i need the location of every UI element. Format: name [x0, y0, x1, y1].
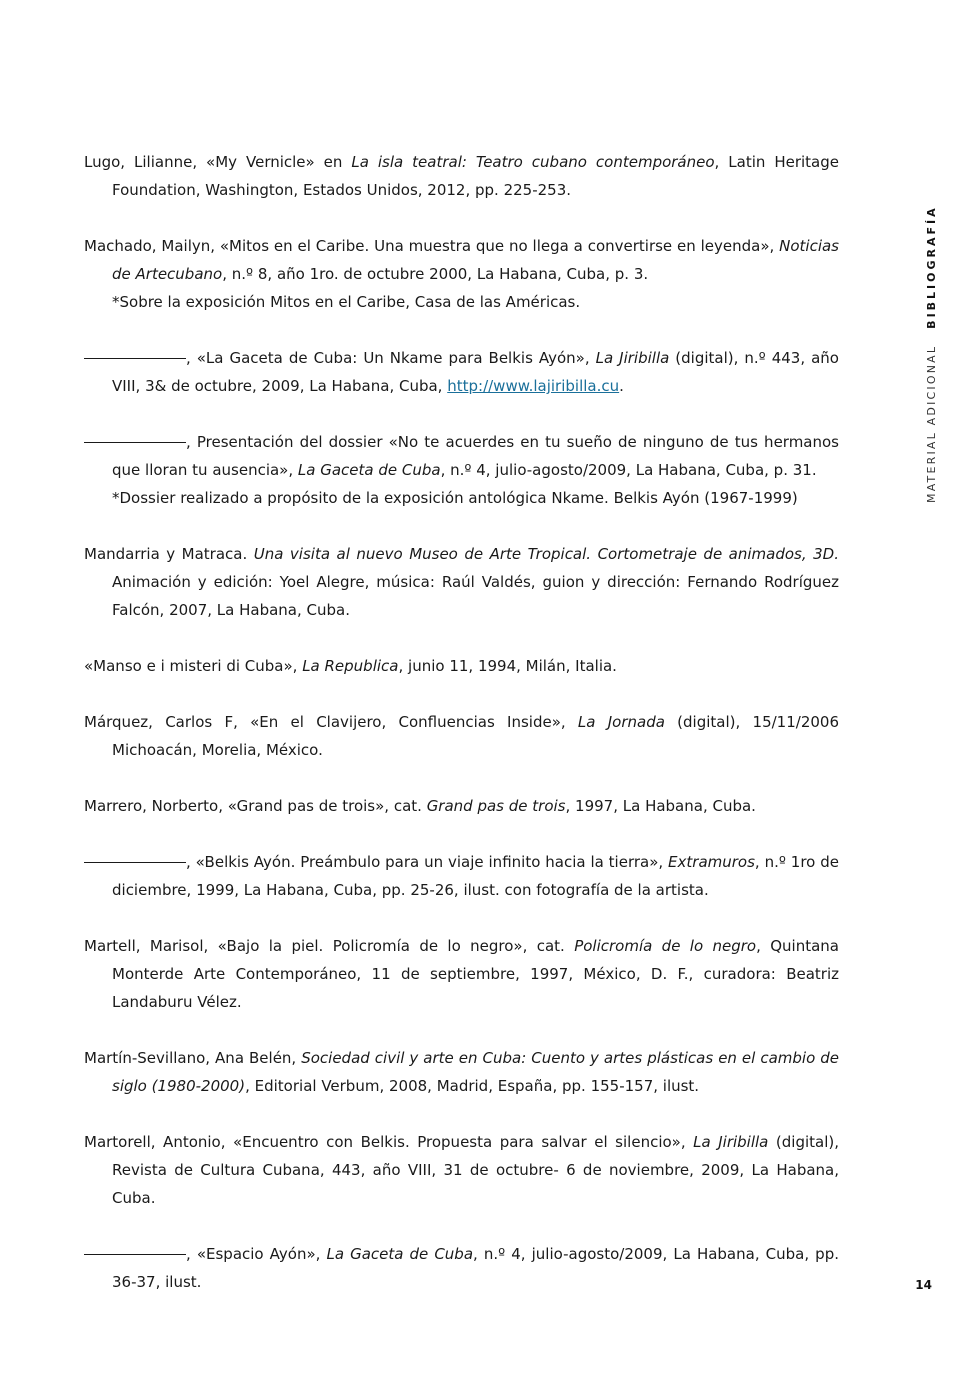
entry-title: Sociedad civil y arte en Cuba: Cuento y artes plásticas en el cambio de siglo (1980-2000)	[112, 1049, 839, 1095]
bib-entry-martell	[84, 932, 839, 1016]
entry-details: Animación y edición: Yoel Alegre, música: Raúl Valdés, guion y dirección: Fernando Rodríguez Falcón, 2007, La Habana, Cuba.	[112, 573, 839, 619]
entry-text: «Manso e i misteri di Cuba»,	[84, 657, 303, 675]
entry-details: , 1997, La Habana, Cuba.	[565, 797, 756, 815]
entry-text: , «Espacio Ayón»,	[186, 1245, 327, 1263]
entry-title: La Gaceta de Cuba	[326, 1245, 474, 1263]
entry-details: , Latin Heritage Foundation, Washington, Estados Unidos, 2012, pp. 225-253.	[112, 153, 839, 199]
repeat-author-dash	[84, 1254, 186, 1255]
entry-title: La Jiribilla	[693, 1133, 769, 1151]
entry-end: .	[619, 377, 624, 395]
repeat-author-dash	[84, 862, 186, 863]
entry-text: Martín-Sevillano, Ana Belén,	[84, 1049, 302, 1067]
jiribilla-link[interactable]: http://www.lajiribilla.cu	[447, 377, 620, 395]
entry-note: *Dossier realizado a propósito de la exposición antológica Nkame. Belkis Ayón (1967-1999)	[112, 489, 798, 507]
entry-text: Marrero, Norberto, «Grand pas de trois», cat.	[84, 797, 427, 815]
bib-entry-martorell-1	[84, 1128, 839, 1212]
entry-text: , «La Gaceta de Cuba: Un Nkame para Belkis Ayón»,	[186, 349, 596, 367]
entry-details: , Editorial Verbum, 2008, Madrid, España, pp. 155-157, ilust.	[245, 1077, 700, 1095]
repeat-author-dash	[84, 358, 186, 359]
entry-text: Machado, Mailyn, «Mitos en el Caribe. Una muestra que no llega a convertirse en leyenda»,	[84, 237, 780, 255]
section-side-label	[922, 143, 942, 503]
bib-entry-marquez	[84, 708, 839, 764]
entry-title: La Gaceta de Cuba	[297, 461, 441, 479]
bib-entry-marrero-2	[84, 848, 839, 904]
bib-entry-lugo	[84, 148, 839, 204]
bib-entry-machado-1	[84, 232, 839, 316]
entry-text: , Presentación del dossier «No te acuerdes en tu sueño de ninguno de tus hermanos que lloran tu ausencia»,	[112, 433, 839, 479]
bib-entry-martorell-2	[84, 1240, 839, 1296]
bib-entry-martin-sevillano	[84, 1044, 839, 1100]
entry-text: , «Belkis Ayón. Preámbulo para un viaje infinito hacia la tierra»,	[186, 853, 669, 871]
entry-text: Martell, Marisol, «Bajo la piel. Policromía de lo negro», cat.	[84, 937, 575, 955]
entry-title: La Jornada	[577, 713, 665, 731]
repeat-author-dash	[84, 442, 186, 443]
entry-details: , n.º 8, año 1ro. de octubre 2000, La Habana, Cuba, p. 3.	[222, 265, 649, 283]
entry-details: (digital), n.º 443, año VIII, 3& de octubre, 2009, La Habana, Cuba,	[112, 349, 839, 395]
bib-entry-mandarria	[84, 540, 839, 624]
entry-details: , n.º 1ro de diciembre, 1999, La Habana, Cuba, pp. 25-26, ilust. con fotografía de la artista.	[112, 853, 839, 899]
entry-note: *Sobre la exposición Mitos en el Caribe, Casa de las Américas.	[112, 293, 581, 311]
entry-title: Una visita al nuevo Museo de Arte Tropical. Cortometraje de animados, 3D.	[253, 545, 839, 563]
entry-text: Mandarria y Matraca.	[84, 545, 254, 563]
entry-details: (digital), Revista de Cultura Cubana, 443, año VIII, 31 de octubre- 6 de noviembre, 2009, La Habana, Cuba.	[112, 1133, 840, 1207]
bib-entry-marrero-1	[84, 792, 839, 820]
bib-entry-machado-2	[84, 344, 839, 400]
subsection-name: BIBLIOGRAFÍA	[925, 205, 938, 329]
entry-details: , Quintana Monterde Arte Contemporáneo, 11 de septiembre, 1997, México, D. F., curadora: Beatriz Landaburu Vélez.	[112, 937, 840, 1011]
entry-title: La Republica	[302, 657, 399, 675]
entry-details: , junio 11, 1994, Milán, Italia.	[398, 657, 617, 675]
entry-title: Grand pas de trois	[426, 797, 566, 815]
entry-details: , n.º 4, julio-agosto/2009, La Habana, Cuba, p. 31.	[440, 461, 817, 479]
entry-title: Extramuros	[668, 853, 755, 871]
entry-title: La Jiribilla	[595, 349, 670, 367]
entry-text: Márquez, Carlos F, «En el Clavijero, Confluencias Inside»,	[84, 713, 578, 731]
entry-title: Noticias de Artecubano	[112, 237, 839, 283]
entry-text: Lugo, Lilianne, «My Vernicle» en	[84, 153, 352, 171]
bibliography-list	[84, 148, 839, 1296]
page-number: 14	[915, 1278, 932, 1292]
bib-entry-machado-3	[84, 428, 839, 512]
entry-title: La isla teatral: Teatro cubano contemporáneo	[351, 153, 715, 171]
bib-entry-manso	[84, 652, 839, 680]
entry-title: Policromía de lo negro	[574, 937, 757, 955]
entry-details: (digital), 15/11/2006 Michoacán, Morelia, México.	[112, 713, 839, 759]
entry-text: Martorell, Antonio, «Encuentro con Belkis. Propuesta para salvar el silencio»,	[84, 1133, 694, 1151]
entry-details: , n.º 4, julio-agosto/2009, La Habana, Cuba, pp. 36-37, ilust.	[112, 1245, 839, 1291]
section-name: MATERIAL ADICIONAL	[925, 344, 938, 503]
